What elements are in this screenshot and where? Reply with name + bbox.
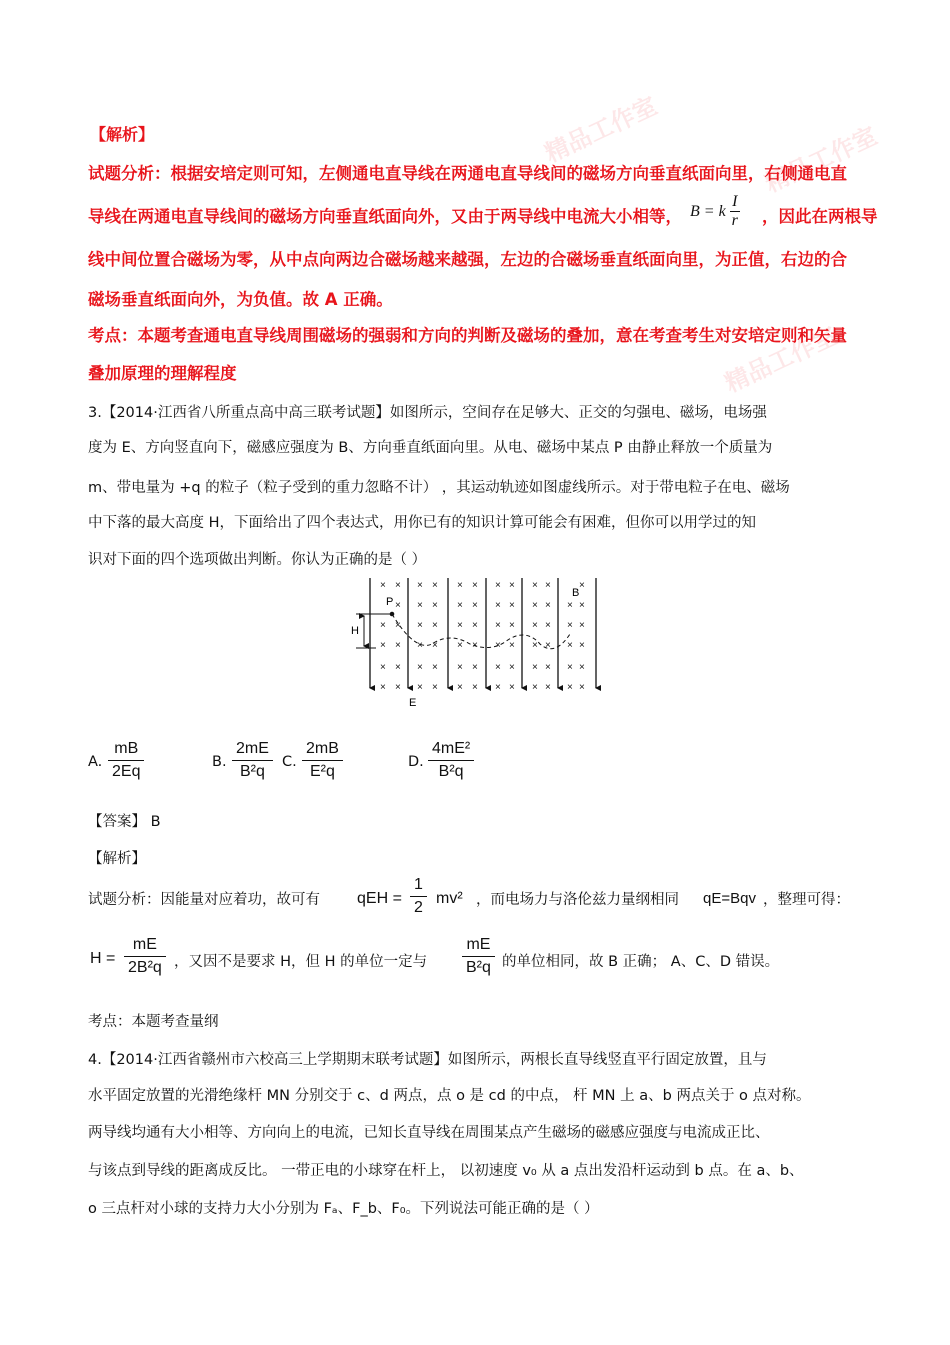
b-field-cross-9: ×	[532, 580, 538, 591]
b-field-cross-20: ×	[545, 600, 551, 611]
b-field-cross-50: ×	[432, 662, 438, 673]
q4-line-4: 与该点到导线的距离成反比。 一带正电的小球穿在杆上， 以初速度 v₀ 从 a 点出发沿杆运动到 b 点。在 a、b、	[88, 1163, 804, 1179]
label-b: B	[572, 587, 580, 599]
b-field-cross-13: ×	[417, 600, 423, 611]
q3-analysis-1d: ，而电场力与洛伦兹力量纲相同	[476, 892, 679, 908]
label-p: P	[386, 596, 394, 608]
b-field-cross-57: ×	[567, 662, 573, 673]
b-field-cross-4: ×	[432, 580, 438, 591]
q3-analysis-2c: 的单位相同，故 B 正确； A、C、D 错误。	[502, 954, 780, 970]
q4-line-3: 两导线均通有大小相等、方向向上的电流，已知长直导线在周围某点产生磁场的磁感应强度与电流成正比、	[88, 1125, 770, 1141]
q3-analysis-heading: 【解析】	[88, 851, 146, 867]
b-field-cross-41: ×	[495, 640, 501, 651]
b-field-cross-62: ×	[432, 682, 438, 693]
b-field-cross-11: ×	[579, 580, 585, 591]
point-p-dot	[390, 612, 395, 617]
q2-line-1: 试题分析：根据安培定则可知，左侧通电直导线在两通电直导线间的磁场方向垂直纸面向里，右侧通电直	[88, 164, 847, 183]
b-field-cross-30: ×	[509, 620, 515, 631]
b-field-cross-3: ×	[417, 580, 423, 591]
q3-option-c-num: 2mB	[302, 740, 343, 761]
b-field-cross-2: ×	[395, 580, 401, 591]
b-field-cross-34: ×	[579, 620, 585, 631]
b-field-cross-14: ×	[432, 600, 438, 611]
b-field-cross-27: ×	[457, 620, 463, 631]
watermark-2: 精品工作室	[760, 121, 882, 198]
b-field-cross-19: ×	[532, 600, 538, 611]
q3-option-a-frac	[108, 740, 144, 781]
b-field-cross-48: ×	[395, 662, 401, 673]
b-field-cross-32: ×	[545, 620, 551, 631]
q2-line-5: 磁场垂直纸面向外，为负值。故 A 正确。	[88, 290, 393, 309]
b-field-cross-33: ×	[567, 620, 573, 631]
b-field-cross-69: ×	[567, 682, 573, 693]
b-field-cross-6: ×	[472, 580, 478, 591]
q3-line-2: 度为 E、方向竖直向下，磁感应强度为 B、方向垂直纸面向里。从电、磁场中某点 P 由静止释放一个质量为	[88, 440, 773, 456]
b-field-cross-68: ×	[545, 682, 551, 693]
b-field-cross-44: ×	[545, 640, 551, 651]
b-field-cross-40: ×	[472, 640, 478, 651]
label-h: H	[351, 625, 359, 637]
b-field-cross-66: ×	[509, 682, 515, 693]
q3-analysis-h-num: mE	[124, 936, 166, 957]
q3-line-5: 识对下面的四个选项做出判断。你认为正确的是（ ）	[88, 552, 427, 568]
q3-option-a-den: 2Eq	[112, 763, 141, 780]
b-field-cross-36: ×	[395, 640, 401, 651]
b-field-cross-59: ×	[380, 682, 386, 693]
b-field-cross-60: ×	[395, 682, 401, 693]
q3-analysis-half	[410, 876, 427, 917]
b-field-cross-58: ×	[579, 662, 585, 673]
q3-option-d-num: 4mE²	[428, 740, 474, 761]
q3-line-3: m、带电量为 +q 的粒子（粒子受到的重力忽略不计） ，其运动轨迹如图虚线所示。对于带电粒子在电、磁场	[88, 480, 790, 496]
b-field-cross-47: ×	[380, 662, 386, 673]
q3-option-d-den: B²q	[438, 763, 464, 780]
q3-field-figure	[340, 572, 615, 712]
q3-option-b-den: B²q	[240, 763, 265, 780]
b-field-cross-61: ×	[417, 682, 423, 693]
b-field-cross-52: ×	[472, 662, 478, 673]
b-field-cross-54: ×	[509, 662, 515, 673]
q2-formula	[690, 193, 740, 230]
q3-analysis-1e: qE=Bqv	[703, 890, 756, 907]
magnetic-field-crosses	[380, 580, 585, 693]
q2-analysis-heading: 【解析】	[90, 125, 155, 144]
b-field-cross-35: ×	[380, 640, 386, 651]
b-field-cross-39: ×	[457, 640, 463, 651]
b-field-cross-31: ×	[532, 620, 538, 631]
b-field-cross-56: ×	[545, 662, 551, 673]
b-field-cross-17: ×	[495, 600, 501, 611]
b-field-cross-10: ×	[545, 580, 551, 591]
q3-analysis-h-frac	[124, 936, 166, 977]
q3-option-c-den: E²q	[310, 763, 335, 780]
b-field-cross-21: ×	[567, 600, 573, 611]
q3-option-a-num: mB	[108, 740, 144, 761]
b-field-cross-43: ×	[532, 640, 538, 651]
label-e: E	[409, 697, 417, 709]
b-field-cross-49: ×	[417, 662, 423, 673]
b-field-cross-37: ×	[417, 640, 423, 651]
q3-analysis-unit-den: B²q	[466, 959, 491, 976]
q3-kaodian: 考点：本题考查量纲	[88, 1014, 219, 1030]
q3-option-d-frac	[428, 740, 474, 781]
b-field-cross-53: ×	[495, 662, 501, 673]
q4-line-2: 水平固定放置的光滑绝缘杆 MN 分别交于 c、d 两点，点 o 是 cd 的中点， 杆 MN 上 a、b 两点关于 o 点对称。	[88, 1088, 811, 1104]
b-field-cross-70: ×	[579, 682, 585, 693]
q2-kaodian-1: 考点：本题考查通电直导线周围磁场的强弱和方向的判断及磁场的叠加，意在考查考生对安培定则和矢量	[88, 326, 847, 345]
b-field-cross-15: ×	[457, 600, 463, 611]
q3-option-c-label: C.	[282, 754, 297, 770]
q3-option-c-frac	[302, 740, 343, 781]
q3-line-4: 中下落的最大高度 H，下面给出了四个表达式，用你已有的知识计算可能会有困难，但你可以用学过的知	[88, 515, 757, 531]
q3-analysis-half-num: 1	[410, 876, 427, 897]
q2-formula-num: I	[730, 193, 740, 212]
q3-analysis-unit-num: mE	[462, 936, 495, 957]
q3-analysis-1a: 试题分析：因能量对应着功，故可有	[88, 892, 320, 908]
b-field-cross-38: ×	[432, 640, 438, 651]
watermark-3: 精品工作室	[720, 321, 842, 398]
q4-line-1: 4.【2014·江西省赣州市六校高三上学期期末联考试题】如图所示，两根长直导线竖直平行固定放置，且与	[88, 1052, 767, 1068]
q2-kaodian-2: 叠加原理的理解程度	[88, 364, 237, 383]
b-field-cross-8: ×	[509, 580, 515, 591]
b-field-cross-22: ×	[579, 600, 585, 611]
q2-line-2: 导线在两通电直导线间的磁场方向垂直纸面向外，又由于两导线中电流大小相等，	[88, 207, 682, 226]
q3-option-b-num: 2mE	[232, 740, 273, 761]
q3-analysis-2b: ，又因不是要求 H，但 H 的单位一定与	[174, 954, 428, 970]
q3-line-1: 3.【2014·江西省八所重点高中高三联考试题】如图所示，空间存在足够大、正交的匀强电、磁场，电场强	[88, 405, 767, 421]
b-field-cross-42: ×	[509, 640, 515, 651]
q3-analysis-2a: H =	[90, 950, 116, 967]
q3-option-a-label: A.	[88, 754, 103, 770]
b-field-cross-5: ×	[457, 580, 463, 591]
q3-analysis-1f: ，整理可得：	[763, 892, 850, 908]
b-field-cross-51: ×	[457, 662, 463, 673]
q3-analysis-unit-frac	[462, 936, 495, 977]
q2-line-4: 线中间位置合磁场为零，从中点向两边合磁场越来越强，左边的合磁场垂直纸面向里，为正值，右边的合	[88, 250, 847, 269]
q2-line-3: ，因此在两根导	[762, 207, 878, 226]
q3-answer: 【答案】 B	[88, 814, 161, 830]
b-field-cross-16: ×	[472, 600, 478, 611]
b-field-cross-46: ×	[579, 640, 585, 651]
q2-formula-den: r	[731, 212, 738, 229]
b-field-cross-7: ×	[495, 580, 501, 591]
b-field-cross-24: ×	[395, 620, 401, 631]
b-field-cross-67: ×	[532, 682, 538, 693]
b-field-cross-64: ×	[472, 682, 478, 693]
b-field-cross-65: ×	[495, 682, 501, 693]
b-field-cross-28: ×	[472, 620, 478, 631]
q3-option-b-frac	[232, 740, 273, 781]
b-field-cross-45: ×	[567, 640, 573, 651]
q3-option-d-label: D.	[408, 754, 424, 770]
b-field-cross-63: ×	[457, 682, 463, 693]
q4-line-5: o 三点杆对小球的支持力大小分别为 Fₐ、F_b、F₀。下列说法可能正确的是（ ）	[88, 1201, 599, 1217]
b-field-cross-55: ×	[532, 662, 538, 673]
b-field-cross-26: ×	[432, 620, 438, 631]
q3-analysis-1c: mv²	[436, 890, 463, 907]
q3-analysis-h-den: 2B²q	[128, 959, 162, 976]
electric-field-lines	[370, 578, 596, 688]
watermark-1: 精品工作室	[540, 91, 662, 168]
b-field-cross-23: ×	[380, 620, 386, 631]
b-field-cross-12: ×	[395, 600, 401, 611]
b-field-cross-29: ×	[495, 620, 501, 631]
b-field-cross-1: ×	[380, 580, 386, 591]
q3-analysis-half-den: 2	[414, 899, 423, 916]
b-field-cross-18: ×	[509, 600, 515, 611]
q3-option-b-label: B.	[212, 754, 227, 770]
q3-analysis-1b: qEH =	[357, 890, 402, 907]
q2-formula-lhs: B = k	[690, 202, 726, 220]
b-field-cross-25: ×	[417, 620, 423, 631]
